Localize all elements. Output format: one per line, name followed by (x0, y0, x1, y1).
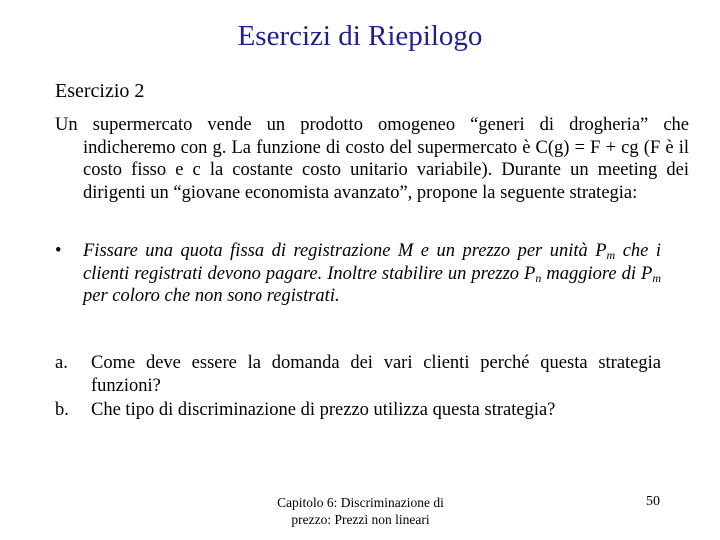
question-text: Che tipo di discriminazione di prezzo utilizza questa strategia? (91, 400, 556, 421)
question-label: a. (55, 353, 68, 373)
question-label: b. (55, 400, 69, 421)
footer-line-2: prezzo: Prezzi non lineari (291, 512, 430, 527)
question-text: Come deve essere la domanda dei vari clienti perché questa strategia funzioni? (91, 353, 661, 396)
bullet-text-part-4: per coloro che non sono registrati. (83, 286, 340, 307)
subscript-m: m (606, 248, 616, 262)
strategy-bullet (55, 240, 661, 308)
question-item (55, 399, 661, 422)
question-item (55, 352, 661, 397)
question-list (55, 352, 661, 422)
bullet-text-part-1: Fissare una quota fissa di registrazione M e un prezzo per unità P (83, 241, 607, 261)
footer-line-1: Capitolo 6: Discriminazione di (277, 495, 444, 510)
intro-paragraph: Un supermercato vende un prodotto omogeneo “generi di drogheria” che indicheremo con g. La funzione di costo del supermercato è C(g) = F + cg (F è il costo fisso e c la costante costo unitario variabile). Durante un meeting dei dirigenti un “giovane economista avanzato”, propone la seguente strategia: (55, 115, 689, 203)
bullet-text-part-2: che i clienti registrati devono pagare. Inoltre stabilire un prezzo P (83, 241, 662, 284)
exercise-heading: Esercizio 2 (55, 80, 145, 102)
subscript-m: m (652, 270, 661, 285)
slide-footer (258, 494, 463, 528)
bullet-text-part-3: maggiore di P (541, 263, 653, 284)
slide-title: Esercizi di Riepilogo (237, 20, 483, 52)
page-number: 50 (646, 494, 660, 509)
bullet-mark: • (55, 241, 62, 261)
subscript-n: n (535, 270, 542, 285)
bullet-text (83, 240, 661, 308)
